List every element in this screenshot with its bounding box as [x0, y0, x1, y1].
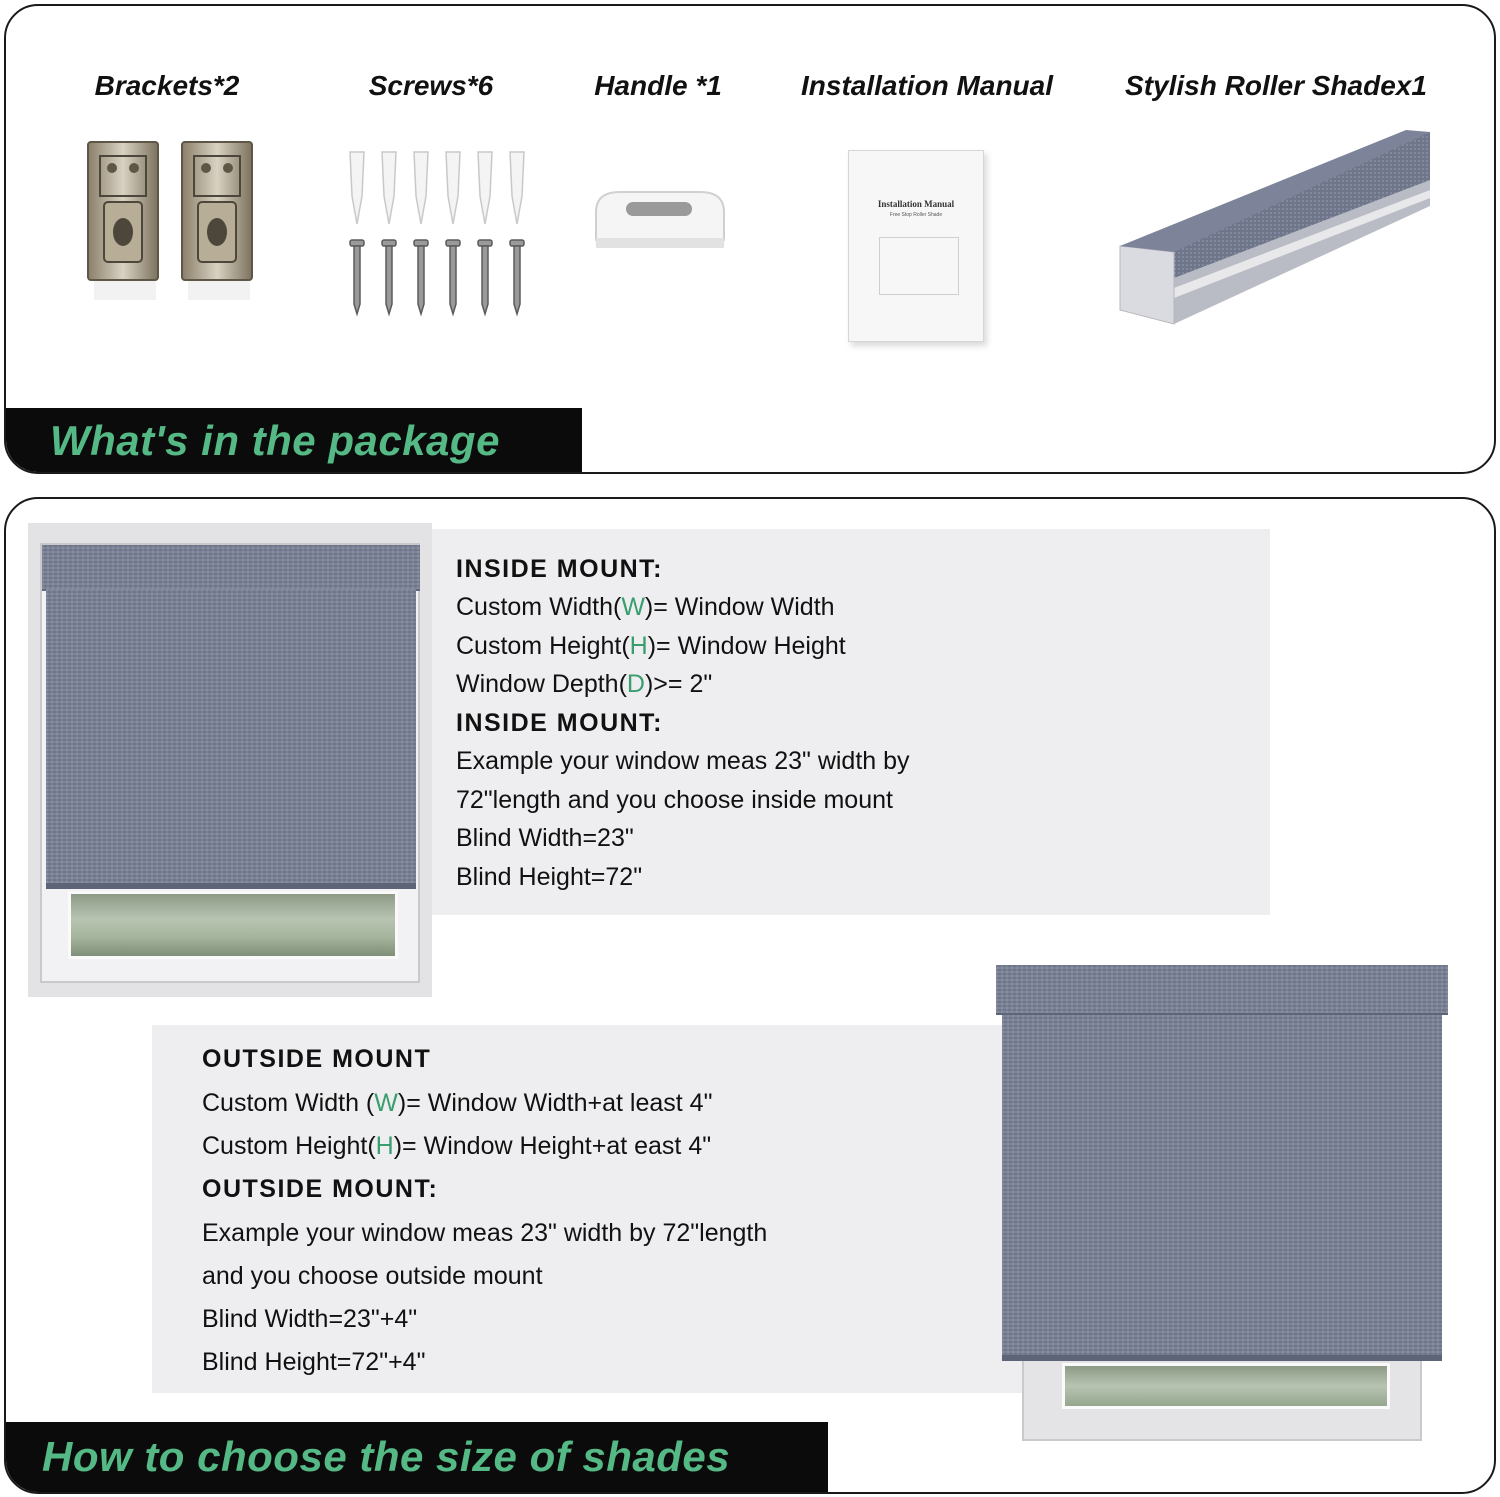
handle-label: Handle *1 — [594, 70, 722, 101]
outside-width-line: Custom Width (W)= Window Width+at least 4" — [202, 1089, 713, 1117]
inside-mount-box — [432, 529, 1270, 915]
outside-mount-image — [996, 965, 1450, 1455]
outside-example-1: Example your window meas 23" width by 72"length — [202, 1219, 768, 1247]
outside-height-line: Custom Height(H)= Window Height+at east 4" — [202, 1132, 712, 1160]
brackets-label: Brackets*2 — [94, 70, 240, 101]
manual-label: Installation Manual — [800, 70, 1054, 101]
bracket-left — [88, 142, 158, 300]
outside-window-view — [1062, 1363, 1390, 1409]
inside-depth-line: Window Depth(D)>= 2" — [456, 670, 713, 698]
manual-diagram — [879, 237, 959, 295]
outside-heading-1: OUTSIDE MOUNT — [202, 1045, 432, 1073]
screw-icon — [340, 146, 536, 318]
inside-example-1: Example your window meas 23" width by — [456, 747, 910, 775]
outside-cassette — [996, 965, 1448, 1015]
outside-shade-fabric — [1002, 1015, 1442, 1357]
inside-example-2: 72"length and you choose inside mount — [456, 786, 893, 814]
inside-heading-2: INSIDE MOUNT: — [456, 709, 663, 737]
package-banner — [6, 408, 582, 474]
size-guide-panel — [4, 497, 1496, 1494]
inside-mount-image — [28, 523, 432, 997]
outside-example-2: and you choose outside mount — [202, 1262, 543, 1290]
outside-blind-height: Blind Height=72"+4" — [202, 1348, 426, 1376]
inside-heading-1: INSIDE MOUNT: — [456, 555, 663, 583]
size-guide-banner-text: How to choose the size of shades — [42, 1433, 731, 1480]
inside-blind-height: Blind Height=72" — [456, 863, 643, 891]
inside-window-view — [68, 891, 398, 959]
inside-cassette — [42, 545, 420, 591]
roller-shade-label: Stylish Roller Shadex1 — [1125, 70, 1427, 101]
manual-icon — [848, 150, 984, 342]
outside-mount-box — [152, 1025, 1022, 1393]
handle-icon — [590, 182, 730, 254]
manual-title: Installation Manual — [877, 199, 955, 209]
screws-label: Screws*6 — [368, 70, 494, 101]
outside-heading-2: OUTSIDE MOUNT: — [202, 1175, 439, 1203]
inside-shade-fabric — [46, 589, 416, 883]
inside-width-line: Custom Width(W)= Window Width — [456, 593, 835, 621]
bracket-right — [182, 142, 252, 300]
package-banner-text: What's in the package — [50, 417, 500, 464]
bracket-icon — [82, 136, 262, 306]
inside-blind-width: Blind Width=23" — [456, 824, 634, 852]
roller-shade-icon — [1110, 128, 1440, 348]
outside-blind-width: Blind Width=23"+4" — [202, 1305, 418, 1333]
size-guide-banner — [6, 1422, 828, 1492]
package-panel — [4, 4, 1496, 474]
manual-subtitle: Free Stop Roller Shade — [889, 212, 943, 218]
inside-height-line: Custom Height(H)= Window Height — [456, 632, 846, 660]
